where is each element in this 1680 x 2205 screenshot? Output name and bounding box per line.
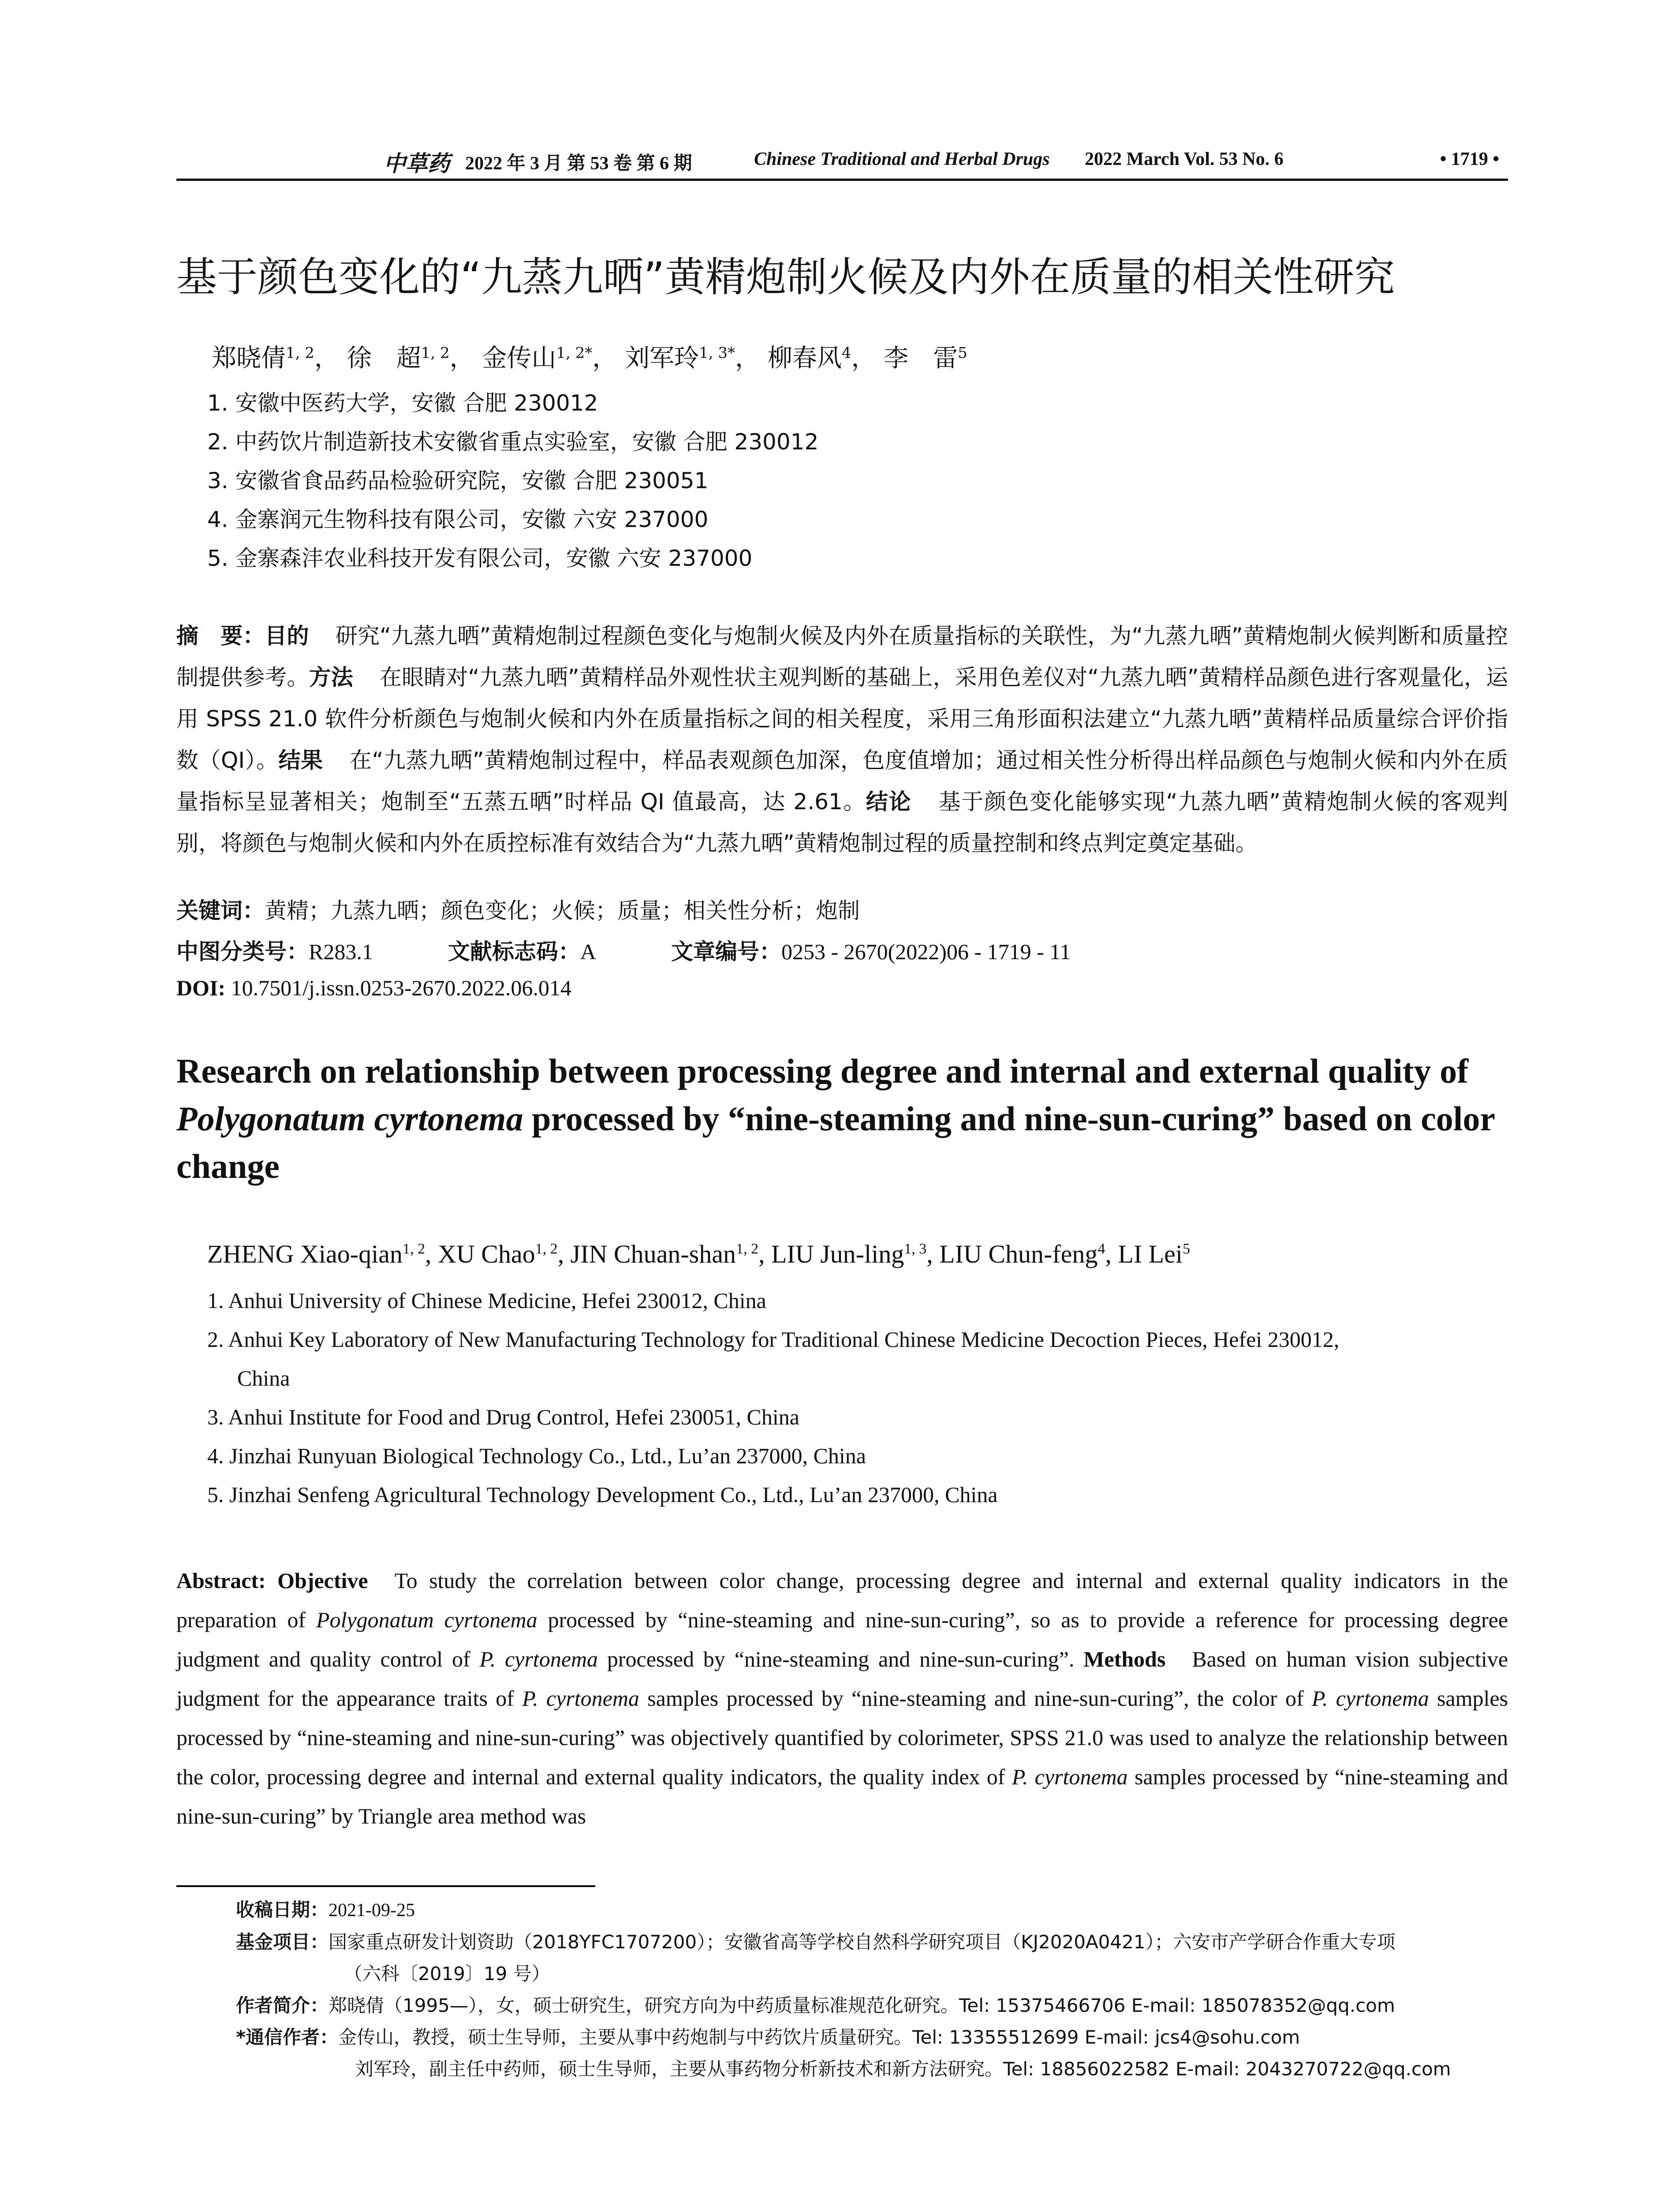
doc-code-value: A: [580, 939, 596, 964]
author-name: 郑晓倩: [212, 344, 286, 373]
author-affil-sup: 1, 2: [286, 344, 314, 362]
methods-label: 方法: [309, 665, 353, 690]
author-name: JIN Chuan-shan: [570, 1240, 736, 1268]
author-affil-sup: 1, 2: [421, 344, 450, 362]
species-name: P. cyrtonema: [479, 1647, 598, 1671]
objective-label: 目的: [265, 623, 309, 649]
author-name: ZHENG Xiao-qian: [207, 1240, 403, 1268]
methods-text: 在眼睛对“九蒸九晒”黄精样品外观性状主观判断的基础上，采用色差仪对“九蒸九晒”黄精样品颜色进行客观量化，运用 SPSS 21.0 软件分析颜色与炮制火候和内外在质量指标之间的相关程度，采用三角形面积法建立“九蒸九晒”黄精样品质量综合评价指数（QI）。: [176, 665, 1508, 773]
footnote-received: [236, 1894, 1506, 1926]
footnote-author-bio: [236, 1990, 1506, 2022]
species-name: Polygonatum cyrtonema: [316, 1607, 538, 1632]
footnote-label: 作者简介：: [236, 1995, 329, 2016]
abstract-text: processed by “nine-steaming and nine-sun-curing”.: [598, 1647, 1084, 1671]
affiliation-continuation: China: [237, 1366, 290, 1390]
objective-text: 研究“九蒸九晒”黄精炮制过程颜色变化与炮制火候及内外在质量指标的关联性，为“九蒸九晒”黄精炮制火候判断和质量控制提供参考。: [176, 623, 1508, 690]
affiliation-item: 4. 金寨润元生物科技有限公司，安徽 六安 237000: [207, 507, 709, 532]
author-affil-sup: 1, 3: [904, 1241, 927, 1257]
abstract-text: Based on human vision subjective judgment for the appearance traits of: [176, 1647, 1508, 1711]
author-name: 李 雷: [884, 344, 958, 373]
footnotes: [236, 1894, 1506, 2085]
keywords-label: 关键词：: [176, 898, 265, 923]
author-affil-sup: 1, 2: [402, 1241, 425, 1257]
affiliation-item: 3. Anhui Institute for Food and Drug Control, Hefei 230051, China: [207, 1405, 799, 1429]
doi-line: [176, 975, 571, 1001]
author-name: LIU Jun-ling: [771, 1240, 904, 1268]
author-affil-sup: 1, 3*: [699, 344, 735, 362]
abstract-text: samples processed by “nine-steaming and nine-sun-curing”, the color of: [639, 1686, 1312, 1711]
issue-info-en: 2022 March Vol. 53 No. 6: [1085, 149, 1284, 169]
title-en-species: Polygonatum cyrtonema: [176, 1099, 523, 1138]
article-id-value: 0253 - 2670(2022)06 - 1719 - 11: [781, 939, 1071, 964]
article-id-label: 文章编号：: [671, 939, 781, 964]
author-name: LIU Chun-feng: [939, 1240, 1098, 1268]
author-name: 刘军玲: [625, 344, 699, 373]
footnote-value: 国家重点研发计划资助（2018YFC1707200）；安徽省高等学校自然科学研究项目（KJ2020A0421）；六安市产学研合作重大专项: [329, 1931, 1396, 1953]
title-en-part: processed by “nine-steaming and nine-sun-curing” based on color change: [176, 1099, 1495, 1185]
results-text: 在“九蒸九晒”黄精炮制过程中，样品表观颜色加深，色度值增加；通过相关性分析得出样品颜色与炮制火候和内外在质量指标呈显著相关；炮制至“五蒸五晒”时样品 QI 值最高，达 2.61。: [176, 747, 1508, 815]
clc-value: R283.1: [309, 939, 373, 964]
doi-value[interactable]: 10.7501/j.issn.0253-2670.2022.06.014: [231, 975, 571, 1000]
methods-label: Methods: [1083, 1647, 1166, 1671]
author-name: 金传山: [482, 344, 556, 373]
page-number: • 1719 •: [1440, 149, 1499, 169]
footnote-value: 2021-09-25: [329, 1900, 415, 1921]
affiliation-item: 5. Jinzhai Senfeng Agricultural Technology Development Co., Ltd., Lu’an 237000, China: [207, 1482, 998, 1507]
abstract-label: 摘 要：: [176, 623, 265, 649]
species-name: P. cyrtonema: [522, 1686, 639, 1711]
conclusion-text: 基于颜色变化能够实现“九蒸九晒”黄精炮制火候的客观判别，将颜色与炮制火候和内外在质控标准有效结合为“九蒸九晒”黄精炮制过程的质量控制和终点判定奠定基础。: [176, 789, 1508, 856]
author-affil-sup: 1, 2*: [556, 344, 593, 362]
abstract-text: samples processed by “nine-steaming and nine-sun-curing” by Triangle area method was: [176, 1764, 1508, 1828]
author-name: 徐 超: [347, 344, 421, 373]
journal-name-cn: 中草药: [384, 150, 450, 176]
affiliation-item: 2. Anhui Key Laboratory of New Manufacturing Technology for Traditional Chinese Medicine Decoction Pieces, Hefei 230012,: [207, 1327, 1340, 1352]
author-affil-sup: 5: [958, 344, 967, 362]
authors-chinese: 郑晓倩$^{1, 2}$， 徐 超$^{1, 2}$， 金传山$^{1, 2*}$， 刘军玲$^{1, 3*}$， 柳春风$^4$， 李 雷$^5$: [212, 344, 967, 373]
affiliation-item: 5. 金寨森沣农业科技开发有限公司，安徽 六安 237000: [207, 546, 753, 571]
abstract-objective-label: Abstract: Objective: [176, 1568, 368, 1593]
clc-label: 中图分类号：: [176, 939, 309, 964]
results-label: 结果: [278, 747, 323, 773]
affiliation-item: 4. Jinzhai Runyuan Biological Technology Co., Ltd., Lu’an 237000, China: [207, 1443, 866, 1468]
issue-info-cn: 2022 年 3 月 第 53 卷 第 6 期: [465, 153, 692, 174]
author-affil-sup: 1, 2: [535, 1241, 558, 1257]
footnote-funding-cont: （六科〔2019〕19 号）: [344, 1963, 550, 1984]
footnote-label: *通信作者：: [236, 2026, 338, 2048]
journal-name-en: Chinese Traditional and Herbal Drugs: [754, 149, 1050, 169]
abstract-english: [176, 1561, 1508, 1836]
author-affil-sup: 5: [1182, 1241, 1190, 1257]
title-chinese: 基于颜色变化的“九蒸九晒”黄精炮制火候及内外在质量的相关性研究: [176, 254, 1395, 301]
running-header: [176, 143, 1508, 181]
affiliation-item: 2. 中药饮片制造新技术安徽省重点实验室，安徽 合肥 230012: [207, 429, 819, 455]
footnote-corresponding: [236, 2022, 1506, 2053]
footnote-label: 基金项目：: [236, 1931, 329, 1953]
title-en-part: Research on relationship between processing degree and internal and external quality of: [176, 1052, 1469, 1090]
author-affil-sup: 4: [1098, 1241, 1105, 1257]
footnote-label: 收稿日期：: [236, 1899, 329, 1921]
abstract-text: samples processed by “nine-steaming and nine-sun-curing” was objectively quantified by colorimeter, SPSS 21.0 was used to analyze the relationship between the color, processing degree and internal and external quality indicators, the quality index of: [176, 1686, 1508, 1789]
author-name: XU Chao: [437, 1240, 535, 1268]
footnote-value: 郑晓倩（1995—），女，硕士研究生，研究方向为中药质量标准规范化研究。Tel: 15375466706 E-mail: 185078352@qq.com: [329, 1995, 1395, 2016]
affiliation-item: 1. Anhui University of Chinese Medicine, Hefei 230012, China: [207, 1288, 766, 1313]
author-affil-sup: 1, 2: [735, 1241, 758, 1257]
title-english: [176, 1047, 1508, 1190]
footnote-value: 金传山，教授，硕士生导师，主要从事中药炮制与中药饮片质量研究。Tel: 13355512699 E-mail: jcs4@sohu.com: [338, 2026, 1300, 2048]
affiliation-item: 3. 安徽省食品药品检验研究院，安徽 合肥 230051: [207, 468, 709, 493]
doi-label: DOI:: [176, 975, 226, 1000]
classification-line: [176, 934, 1071, 966]
keywords-chinese: [176, 893, 860, 925]
affiliations-english: [207, 1281, 1512, 1514]
species-name: P. cyrtonema: [1012, 1764, 1128, 1789]
keywords-value: 黄精；九蒸九晒；颜色变化；火候；质量；相关性分析；炮制: [265, 898, 860, 923]
affiliation-item: 1. 安徽中医药大学，安徽 合肥 230012: [207, 390, 598, 416]
affiliations-chinese: [207, 384, 818, 578]
abstract-text: processed by “nine-steaming and nine-sun-curing”, so as to provide a reference for processing degree judgment and quality control of: [176, 1607, 1508, 1671]
species-name: P. cyrtonema: [1311, 1686, 1429, 1711]
abstract-chinese: [176, 615, 1508, 864]
conclusion-label: 结论: [866, 789, 912, 815]
footnote-corresponding-cont: 刘军玲，副主任中药师，硕士生导师，主要从事药物分析新技术和新方法研究。Tel: 18856022582 E-mail: 2043270722@qq.com: [355, 2058, 1451, 2080]
author-name: 柳春风: [767, 344, 842, 373]
author-name: LI Lei: [1118, 1240, 1183, 1268]
abstract-text: To study the correlation between color change, processing degree and internal and external quality indicators in the preparation of: [176, 1568, 1508, 1632]
doc-code-label: 文献标志码：: [448, 939, 580, 964]
author-affil-sup: 4: [841, 344, 851, 362]
footnote-funding: [236, 1926, 1506, 1958]
footnote-divider: [176, 1885, 595, 1887]
authors-english: ZHENG Xiao-qian$^{1, 2}$, XU Chao$^{1, 2}$, JIN Chuan-shan$^{1, 2}$, LIU Jun-ling$^{1, 3}$, LIU Chun-feng$^4$, LI Lei$^5$: [207, 1240, 1190, 1268]
